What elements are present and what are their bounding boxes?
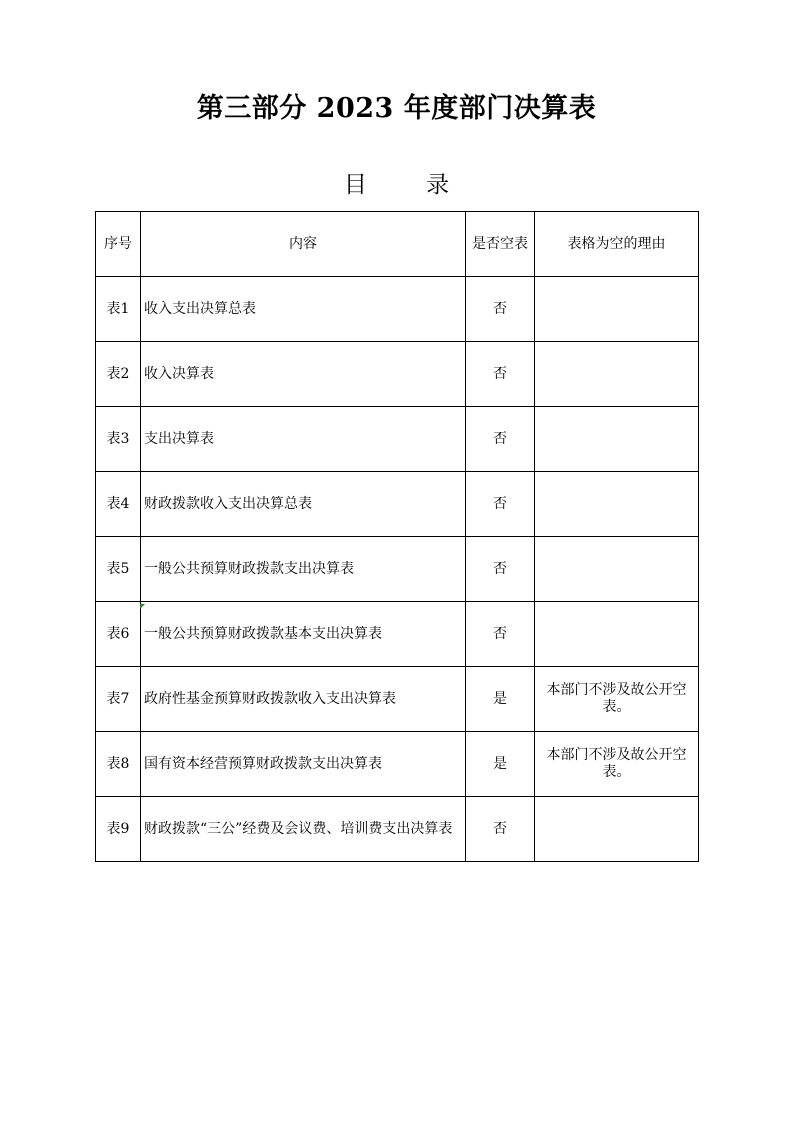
toc-heading: 目 录 bbox=[343, 172, 476, 198]
row-content: 政府性基金预算财政拨款收入支出决算表 bbox=[141, 667, 466, 732]
table-row bbox=[96, 602, 699, 667]
row-is-empty: 否 bbox=[466, 277, 535, 342]
header-reason: 表格为空的理由 bbox=[535, 212, 699, 277]
row-is-empty: 否 bbox=[466, 602, 535, 667]
row-content: 收入决算表 bbox=[141, 342, 466, 407]
row-content: 国有资本经营预算财政拨款支出决算表 bbox=[141, 732, 466, 797]
page-title: 第三部分 2023 年度部门决算表 bbox=[196, 93, 597, 124]
row-no: 表7 bbox=[96, 667, 141, 732]
table-row bbox=[96, 277, 699, 342]
row-content: 一般公共预算财政拨款基本支出决算表 bbox=[141, 602, 466, 667]
row-no: 表2 bbox=[96, 342, 141, 407]
row-no: 表8 bbox=[96, 732, 141, 797]
table-row bbox=[96, 732, 699, 797]
row-no: 表9 bbox=[96, 797, 141, 862]
row-reason bbox=[535, 277, 699, 342]
row-reason bbox=[535, 537, 699, 602]
cell-comment-marker bbox=[140, 604, 145, 609]
row-no: 表5 bbox=[96, 537, 141, 602]
row-reason bbox=[535, 602, 699, 667]
row-reason: 本部门不涉及故公开空表。 bbox=[535, 667, 699, 732]
table-row bbox=[96, 472, 699, 537]
header-is-empty: 是否空表 bbox=[466, 212, 535, 277]
row-content: 财政拨款收入支出决算总表 bbox=[141, 472, 466, 537]
row-is-empty: 否 bbox=[466, 407, 535, 472]
row-content: 支出决算表 bbox=[141, 407, 466, 472]
row-no: 表1 bbox=[96, 277, 141, 342]
row-is-empty: 是 bbox=[466, 667, 535, 732]
table-row bbox=[96, 797, 699, 862]
table-row bbox=[96, 342, 699, 407]
row-no: 表6 bbox=[96, 602, 141, 667]
row-is-empty: 否 bbox=[466, 537, 535, 602]
row-is-empty: 否 bbox=[466, 797, 535, 862]
row-content: 财政拨款“三公”经费及会议费、培训费支出决算表 bbox=[141, 797, 466, 862]
row-no: 表4 bbox=[96, 472, 141, 537]
row-is-empty: 否 bbox=[466, 472, 535, 537]
header-no: 序号 bbox=[96, 212, 141, 277]
table-row bbox=[96, 537, 699, 602]
row-is-empty: 否 bbox=[466, 342, 535, 407]
row-content: 收入支出决算总表 bbox=[141, 277, 466, 342]
row-no: 表3 bbox=[96, 407, 141, 472]
row-reason bbox=[535, 342, 699, 407]
row-is-empty: 是 bbox=[466, 732, 535, 797]
toc-table bbox=[95, 211, 699, 862]
row-content: 一般公共预算财政拨款支出决算表 bbox=[141, 537, 466, 602]
row-reason bbox=[535, 472, 699, 537]
table-header-row bbox=[96, 212, 699, 277]
header-content: 内容 bbox=[141, 212, 466, 277]
table-row bbox=[96, 667, 699, 732]
table-row bbox=[96, 407, 699, 472]
row-reason bbox=[535, 407, 699, 472]
row-reason bbox=[535, 797, 699, 862]
row-reason: 本部门不涉及故公开空表。 bbox=[535, 732, 699, 797]
